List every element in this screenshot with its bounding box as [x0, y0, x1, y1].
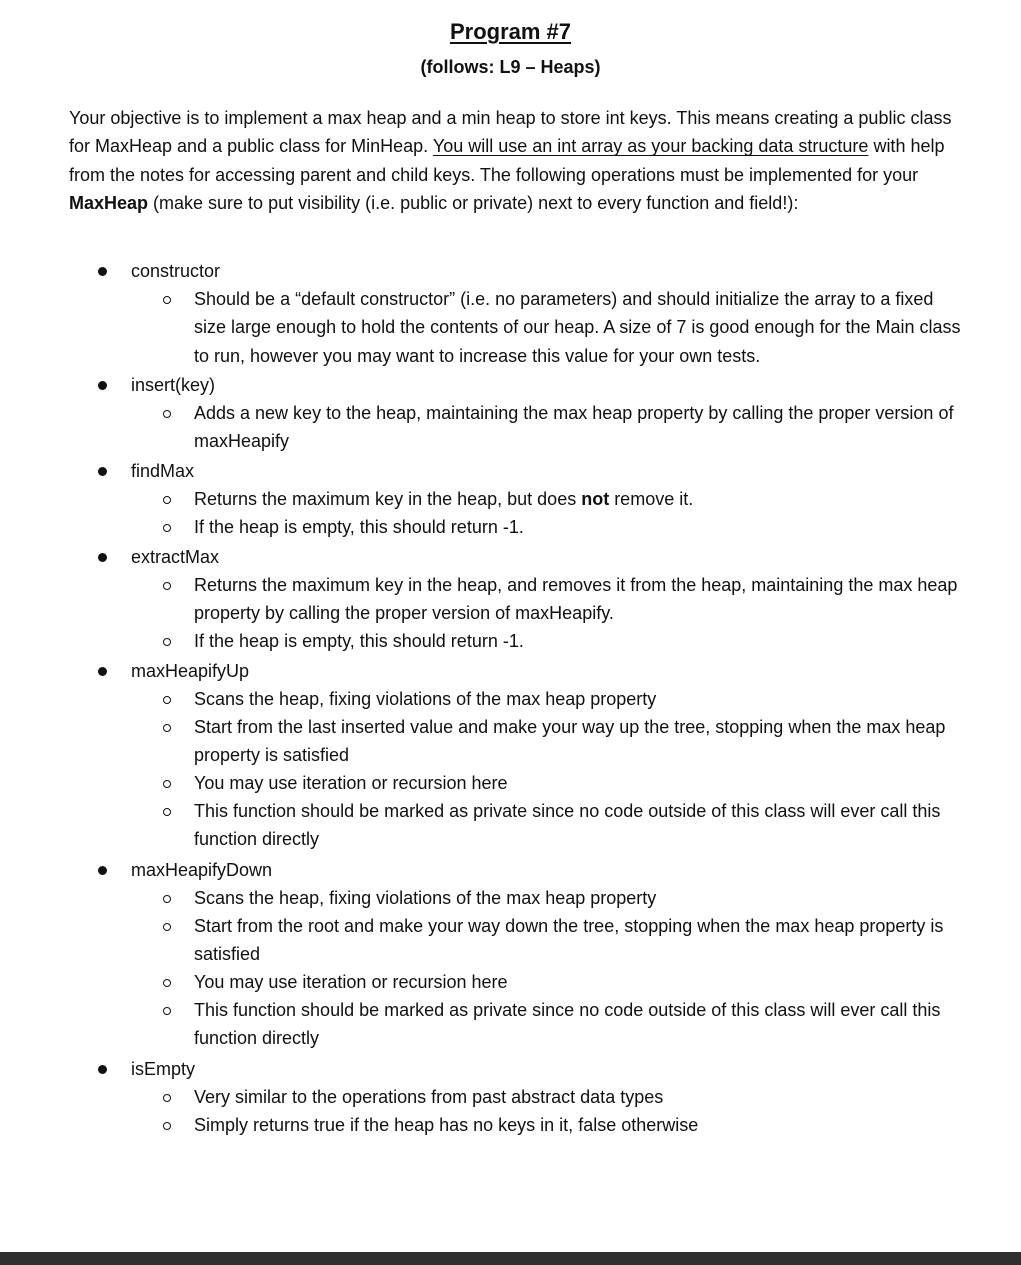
sub-bullet-icon: [163, 895, 171, 903]
sub-bullet-icon: [163, 1007, 171, 1015]
operation-detail: Should be a “default constructor” (i.e. no parameters) and should initialize the array to a fixed size large enough to hold the contents of our heap. A size of 7 is good enough for the Main class to run, however you may want to increase this value for your own tests.: [194, 289, 961, 366]
operation-name: maxHeapifyDown: [131, 860, 273, 880]
bullet-icon: [98, 267, 107, 276]
detail-text: Returns the maximum key in the heap, but does: [194, 489, 582, 509]
operation-detail: [194, 485, 969, 513]
operation-detail: Scans the heap, fixing violations of the max heap property: [194, 689, 657, 709]
sub-bullet-icon: [163, 696, 171, 704]
page-title: [0, 17, 1021, 47]
operation-name: isEmpty: [131, 1059, 196, 1079]
footer-bar: [0, 1252, 1021, 1265]
operation-name: constructor: [131, 261, 221, 281]
operation-detail: This function should be marked as private since no code outside of this class will ever call this function directly: [194, 801, 941, 850]
sub-bullet-icon: [163, 410, 171, 418]
bullet-icon: [98, 467, 107, 476]
operation-detail: If the heap is empty, this should return -1.: [194, 631, 524, 651]
bullet-icon: [98, 553, 107, 562]
operation-detail: Simply returns true if the heap has no keys in it, false otherwise: [194, 1115, 699, 1135]
sub-bullet-icon: [163, 296, 171, 304]
operation-detail: Returns the maximum key in the heap, and removes it from the heap, maintaining the max heap property by calling the proper version of maxHeapify.: [194, 575, 958, 624]
sub-bullet-icon: [163, 524, 171, 532]
bullet-icon: [98, 1065, 107, 1074]
operation-detail: Scans the heap, fixing violations of the max heap property: [194, 888, 657, 908]
intro-text-3: (make sure to put visibility (i.e. public or private) next to every function and field!):: [148, 192, 799, 213]
title-text: Program #7: [449, 19, 572, 44]
operation-name: findMax: [131, 461, 195, 481]
intro-text-1: Your objective is to implement a max heap and a min heap to store int keys. This means creating a public class for MaxHeap and a public class for MinHeap.: [69, 108, 952, 157]
operation-name: maxHeapifyUp: [131, 661, 250, 681]
intro-paragraph: [69, 104, 969, 217]
page-subtitle: (follows: L9 – Heaps): [420, 57, 601, 77]
operation-name: insert(key): [131, 375, 216, 395]
operation-detail: If the heap is empty, this should return -1.: [194, 517, 524, 537]
sub-bullet-icon: [163, 979, 171, 987]
bullet-icon: [98, 381, 107, 390]
operation-detail: You may use iteration or recursion here: [194, 773, 508, 793]
bullet-icon: [98, 667, 107, 676]
sub-bullet-icon: [163, 808, 171, 816]
operation-detail: Start from the last inserted value and make your way up the tree, stopping when the max heap property is satisfied: [194, 717, 946, 766]
operation-name: extractMax: [131, 547, 220, 567]
sub-bullet-icon: [163, 582, 171, 590]
operation-detail: Very similar to the operations from past abstract data types: [194, 1087, 664, 1107]
intro-bold-text: MaxHeap: [69, 192, 149, 213]
intro-text-2: with help from the notes for accessing parent and child keys. The following operations must be implemented for your: [69, 136, 945, 185]
intro-underlined-text: You will use an int array as your backing data structure: [432, 136, 869, 157]
sub-bullet-icon: [163, 780, 171, 788]
operation-detail: You may use iteration or recursion here: [194, 972, 508, 992]
sub-bullet-icon: [163, 1122, 171, 1130]
detail-bold-text: not: [581, 489, 610, 509]
sub-bullet-icon: [163, 496, 171, 504]
sub-bullet-icon: [163, 923, 171, 931]
detail-text: remove it.: [609, 489, 694, 509]
operation-detail: Start from the root and make your way down the tree, stopping when the max heap property is satisfied: [194, 916, 944, 965]
sub-bullet-icon: [163, 638, 171, 646]
sub-bullet-icon: [163, 1094, 171, 1102]
sub-bullet-icon: [163, 724, 171, 732]
operation-detail: This function should be marked as private since no code outside of this class will ever call this function directly: [194, 1000, 941, 1049]
bullet-icon: [98, 866, 107, 875]
operation-detail: Adds a new key to the heap, maintaining the max heap property by calling the proper version of maxHeapify: [194, 403, 954, 452]
